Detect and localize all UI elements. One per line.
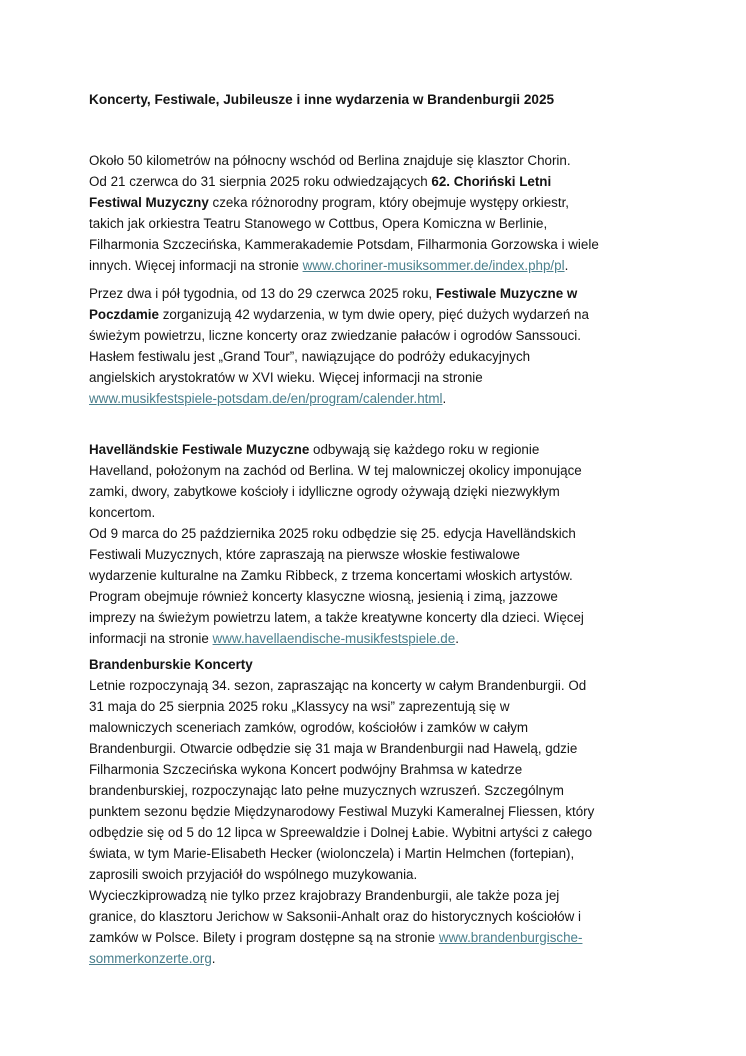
text-line: Havelland, położonym na zachód od Berlina. W tej malowniczej okolicy imponujące [89, 463, 582, 478]
havelland-website-link[interactable]: www.havellaendische-musikfestspiele.de [212, 631, 456, 646]
text-line: malowniczych sceneriach zamków, ogrodów, kościołów i zamków w całym [89, 720, 529, 735]
text-line: Brandenburgii. Otwarcie odbędzie się 31 maja w Brandenburgii nad Hawelą, gdzie [89, 741, 578, 756]
text-line: wydarzenie kulturalne na Zamku Ribbeck, z trzema koncertami włoskich artystów. [89, 568, 573, 583]
chorin-website-link[interactable]: www.choriner-musiksommer.de/index.php/pl [302, 258, 565, 273]
text-line: zamki, dwory, zabytkowe kościoły i idylliczne ogrody ożywają dzięki niezwykłym [89, 484, 560, 499]
text-line [89, 628, 669, 649]
text-segment: odbywają się każdego roku w regionie [309, 442, 540, 457]
bold-text: Festiwale Muzyczne w [435, 286, 578, 301]
text-line: koncertom. [89, 505, 156, 520]
text-line: Festiwali Muzycznych, które zapraszają na pierwsze włoskie festiwalowe [89, 547, 520, 562]
brandenburg-concerts-link[interactable]: www.brandenburgische- [438, 930, 583, 945]
text-line [89, 255, 669, 276]
potsdam-website-link[interactable]: www.musikfestspiele-potsdam.de/en/program/calender.html [89, 391, 443, 406]
text-line: Hasłem festiwalu jest „Grand Tour”, nawiązujące do podróży edukacyjnych [89, 349, 531, 364]
text-segment: Od 21 czerwca do 31 sierpnia 2025 roku odwiedzających [89, 174, 432, 189]
text-line [89, 171, 669, 192]
text-line: Filharmonia Szczecińska, Kammerakademie Potsdam, Filharmonia Gorzowska i wiele [89, 237, 599, 252]
section-heading: Brandenburskie Koncerty [89, 657, 253, 672]
text-line [89, 927, 669, 948]
text-line: Od 9 marca do 25 października 2025 roku odbędzie się 25. edycja Havelländskich [89, 526, 576, 541]
paragraph-havelland [89, 439, 669, 649]
bold-text: 62. Choriński Letni [431, 174, 552, 189]
paragraph-chorin [89, 150, 669, 276]
text-line: 31 maja do 25 sierpnia 2025 roku „Klassycy na wsi” zaprezentują się w [89, 699, 510, 714]
paragraph-potsdam [89, 283, 669, 409]
text-segment: informacji na stronie [89, 631, 213, 646]
bold-text: Havelländskie Festiwale Muzyczne [89, 442, 310, 457]
text-line [89, 388, 669, 409]
paragraph-brandenburg-concerts [89, 654, 669, 969]
text-segment: zamków w Polsce. Bilety i program dostępne są na stronie [89, 930, 439, 945]
text-line: zaprosili swoich przyjaciół do wspólnego muzykowania. [89, 867, 418, 882]
text-line: Wycieczkiprowadzą nie tylko przez krajobrazy Brandenburgii, ale także poza jej [89, 888, 560, 903]
text-line: Program obejmuje również koncerty klasyczne wiosną, jesienią i zimą, jazzowe [89, 589, 558, 604]
document-title: Koncerty, Festiwale, Jubileusze i inne wydarzenia w Brandenburgii 2025 [89, 92, 555, 107]
brandenburg-concerts-link-continued[interactable]: sommerkonzerte.org [89, 951, 212, 966]
text-segment: Przez dwa i pół tygodnia, od 13 do 29 czerwca 2025 roku, [89, 286, 436, 301]
text-line [89, 948, 669, 969]
text-line: świata, w tym Marie-Elisabeth Hecker (wiolonczela) i Martin Helmchen (fortepian), [89, 846, 575, 861]
text-line: punktem sezonu będzie Międzynarodowy Festiwal Muzyki Kameralnej Fliessen, który [89, 804, 595, 819]
text-line: granice, do klasztoru Jerichow w Saksonii-Anhalt oraz do historycznych kościołów i [89, 909, 581, 924]
text-line: Filharmonia Szczecińska wykona Koncert podwójny Brahmsa w katedrze [89, 762, 523, 777]
text-line: brandenburskiej, rozpoczynając lato pełne muzycznych wzruszeń. Szczególnym [89, 783, 564, 798]
text-segment: . [564, 258, 569, 273]
text-line: imprezy na świeżym powietrzu latem, a także kreatywne koncerty dla dzieci. Więcej [89, 610, 584, 625]
text-segment: czeka różnorodny program, który obejmuje występy orkiestr, [208, 195, 570, 210]
text-segment: . [211, 951, 216, 966]
text-line: odbędzie się od 5 do 12 lipca w Spreewaldzie i Dolnej Łabie. Wybitni artyści z całego [89, 825, 593, 840]
text-segment: zorganizują 42 wydarzenia, w tym dwie opery, pięć dużych wydarzeń na [158, 307, 589, 322]
text-segment: innych. Więcej informacji na stronie [89, 258, 303, 273]
text-segment: . [442, 391, 447, 406]
text-line [89, 304, 669, 325]
text-line: Około 50 kilometrów na północny wschód od Berlina znajduje się klasztor Chorin. [89, 153, 571, 168]
text-line: świeżym powietrzu, liczne koncerty oraz zwiedzanie pałaców i ogrodów Sanssouci. [89, 328, 581, 343]
bold-text: Festiwal Muzyczny [89, 195, 209, 210]
text-line [89, 283, 669, 304]
text-line: angielskich arystokratów w XVI wieku. Więcej informacji na stronie [89, 370, 483, 385]
text-line [89, 439, 669, 460]
bold-text: Poczdamie [89, 307, 159, 322]
text-segment: . [455, 631, 459, 646]
text-line: takich jak orkiestra Teatru Stanowego w Cottbus, Opera Komiczna w Berlinie, [89, 216, 548, 231]
text-line: Letnie rozpoczynają 34. sezon, zapraszając na koncerty w całym Brandenburgii. Od [89, 678, 587, 693]
text-line [89, 192, 669, 213]
